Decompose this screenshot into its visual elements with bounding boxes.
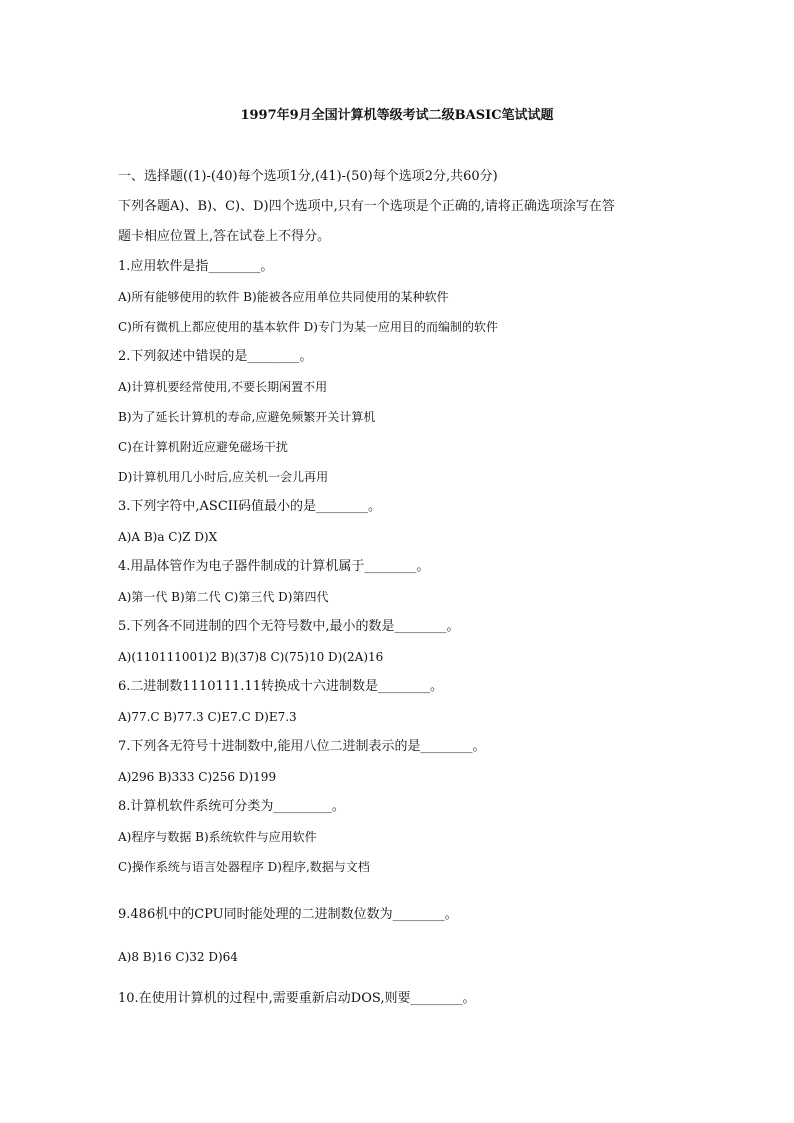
question-4-options: A)第一代 B)第二代 C)第三代 D)第四代 [118,590,329,604]
question-3-stem: 3.下列字符中,ASCII码值最小的是________。 [118,499,382,514]
question-6-options: A)77.C B)77.3 C)E7.C D)E7.3 [118,710,297,724]
question-8-stem: 8.计算机软件系统可分类为_________。 [118,799,345,814]
question-3-options: A)A B)a C)Z D)X [118,530,218,544]
question-8-options-c-d: C)操作系统与语言处器程序 D)程序,数据与文档 [118,860,370,874]
instructions-line-1: 下列各题A)、B)、C)、D)四个选项中,只有一个选项是个正确的,请将正确选项涂写在答 [118,199,615,214]
question-6-stem: 6.二进制数1110111.11转换成十六进制数是________。 [118,679,443,694]
instructions-line-2: 题卡相应位置上,答在试卷上不得分。 [118,229,331,244]
question-2-option-a: A)计算机要经常使用,不要长期闲置不用 [118,380,328,394]
question-7-stem: 7.下列各无符号十进制数中,能用八位二进制表示的是________。 [118,739,486,754]
question-2-option-c: C)在计算机附近应避免磁场干扰 [118,440,288,454]
question-9-stem: 9.486机中的CPU同时能处理的二进制数位数为________。 [118,907,458,922]
question-10-stem: 10.在使用计算机的过程中,需要重新启动DOS,则要________。 [118,991,476,1006]
question-9-options: A)8 B)16 C)32 D)64 [118,950,238,964]
question-5-options: A)(110111001)2 B)(37)8 C)(75)10 D)(2A)16 [118,650,384,664]
question-2-option-d: D)计算机用几小时后,应关机一会儿再用 [118,470,329,484]
question-4-stem: 4.用晶体管作为电子器件制成的计算机属于________。 [118,559,430,574]
question-5-stem: 5.下列各不同进制的四个无符号数中,最小的数是________。 [118,619,460,634]
question-8-options-a-b: A)程序与数据 B)系统软件与应用软件 [118,830,317,844]
question-2-stem: 2.下列叙述中错误的是________。 [118,349,313,364]
question-1-options-c-d: C)所有微机上都应使用的基本软件 D)专门为某一应用目的而编制的软件 [118,320,498,334]
question-7-options: A)296 B)333 C)256 D)199 [118,770,277,784]
question-2-option-b: B)为了延长计算机的寿命,应避免频繁开关计算机 [118,410,376,424]
section-heading: 一、选择题((1)-(40)每个选项1分,(41)-(50)每个选项2分,共60分) [118,169,498,184]
question-1-stem: 1.应用软件是指________。 [118,259,274,274]
exam-title: 1997年9月全国计算机等级考试二级BASIC笔试试题 [240,108,554,123]
question-1-options-a-b: A)所有能够使用的软件 B)能被各应用单位共同使用的某种软件 [118,290,449,304]
